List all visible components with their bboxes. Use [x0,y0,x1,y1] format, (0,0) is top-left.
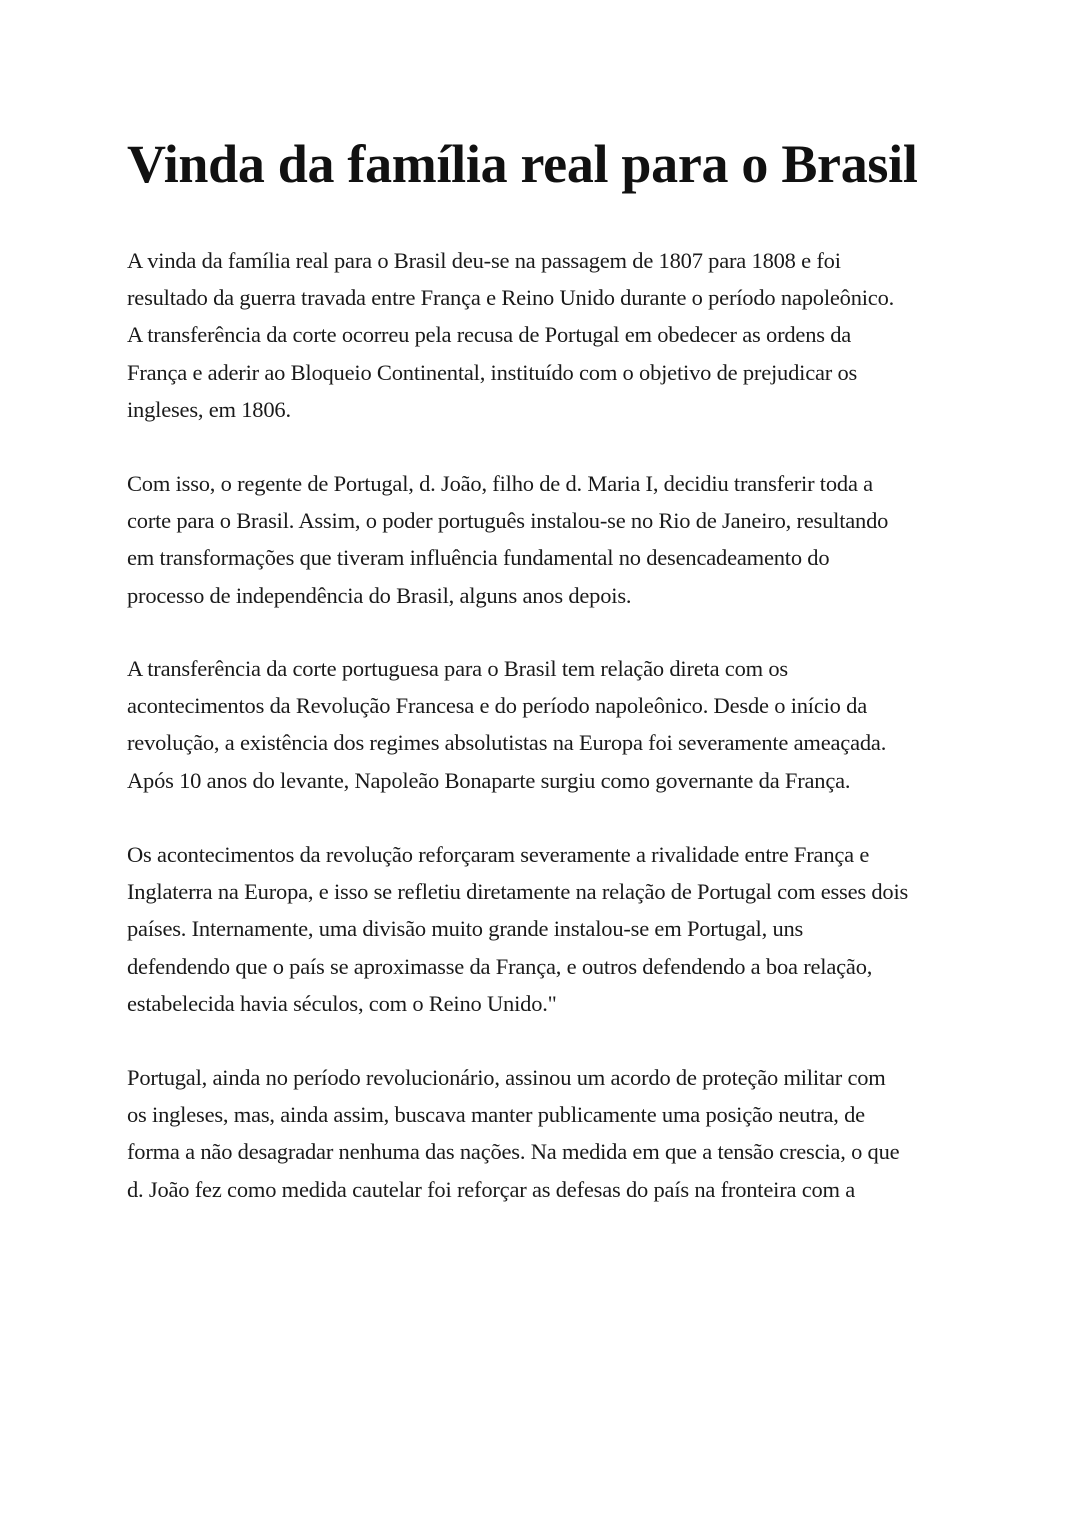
text-line: Inglaterra na Europa, e isso se refletiu diretamente na relação de Portugal com esses dois [127,879,909,905]
text-line: os ingleses, mas, ainda assim, buscava manter publicamente uma posição neutra, de [127,1102,865,1128]
text-line: países. Internamente, uma divisão muito grande instalou-se em Portugal, uns [127,916,804,942]
text-line: processo de independência do Brasil, alguns anos depois. [127,582,632,608]
text-line: A transferência da corte ocorreu pela recusa de Portugal em obedecer as ordens da [127,322,852,348]
text-line: em transformações que tiveram influência fundamental no desencadeamento do [127,545,830,571]
text-line: ingleses, em 1806. [127,396,291,422]
text-line: acontecimentos da Revolução Francesa e do período napoleônico. Desde o início da [127,693,867,719]
paragraph-4 [127,836,908,1022]
paragraph-3 [127,650,886,799]
text-line: A transferência da corte portuguesa para o Brasil tem relação direta com os [127,656,788,681]
text-line: resultado da guerra travada entre França e Reino Unido durante o período napoleônico. [127,285,895,311]
text-line: Os acontecimentos da revolução reforçaram severamente a rivalidade entre França e [127,842,870,867]
page-title: Vinda da família real para o Brasil [127,134,918,194]
text-line: A vinda da família real para o Brasil deu-se na passagem de 1807 para 1808 e foi [127,248,841,273]
text-line: Com isso, o regente de Portugal, d. João, filho de d. Maria I, decidiu transferir toda a [127,471,873,496]
text-line: Portugal, ainda no período revolucionário, assinou um acordo de proteção militar com [127,1065,886,1090]
text-line: d. João fez como medida cautelar foi reforçar as defesas do país na fronteira com a [127,1176,856,1202]
text-line: revolução, a existência dos regimes absolutistas na Europa foi severamente ameaçada. [127,730,887,756]
text-line: defendendo que o país se aproximasse da França, e outros defendendo a boa relação, [127,953,873,979]
text-line: França e aderir ao Bloqueio Continental, instituído com o objetivo de prejudicar os [127,359,858,385]
text-line: Após 10 anos do levante, Napoleão Bonaparte surgiu como governante da França. [127,767,851,793]
paragraph-1 [127,242,894,428]
text-line: forma a não desagradar nenhuma das nações. Na medida em que a tensão crescia, o que [127,1139,900,1165]
text-line: estabelecida havia séculos, com o Reino Unido." [127,990,557,1016]
text-line: corte para o Brasil. Assim, o poder português instalou-se no Rio de Janeiro, resultando [127,508,889,534]
paragraph-5 [127,1059,899,1208]
paragraph-2 [127,465,888,614]
